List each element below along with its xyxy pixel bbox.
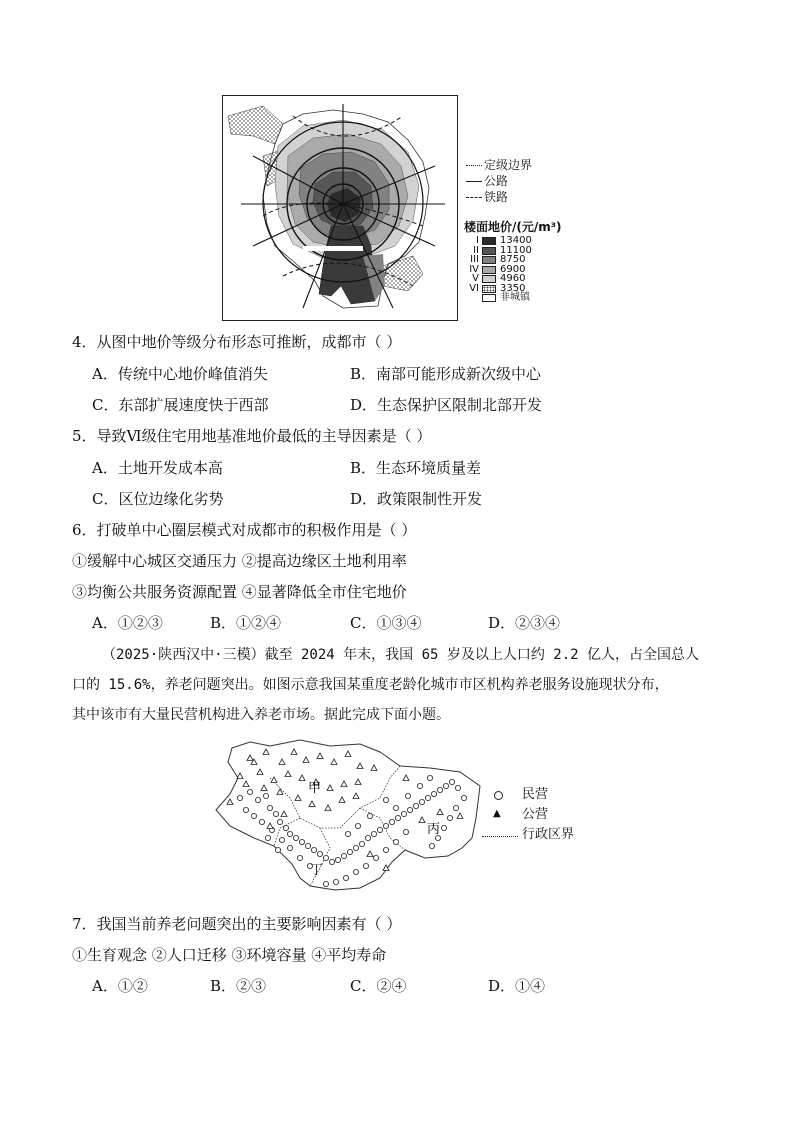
q7-option-b[interactable]: B．②③: [210, 977, 267, 995]
private-facility-marker: [367, 813, 372, 818]
label-jia: 甲: [308, 781, 322, 796]
q7-option-a[interactable]: A．①②: [92, 977, 148, 995]
level-value: 11100: [500, 244, 532, 256]
q5-option-a[interactable]: A．土地开发成本高: [92, 459, 223, 477]
level-roman: VI: [469, 282, 479, 294]
private-facility-marker: [407, 807, 412, 812]
private-facility-marker: [267, 805, 272, 810]
boundary-line-icon: [482, 836, 518, 837]
private-facility-marker: [323, 855, 328, 860]
private-facility-marker: [251, 813, 256, 818]
level-roman: V: [472, 273, 479, 284]
intro-line-3: 其中该市有大量民营机构进入养老市场。据此完成下面小题。: [72, 707, 450, 723]
private-facility-marker: [405, 793, 410, 798]
private-facility-marker: [341, 853, 346, 858]
private-facility-marker: [279, 837, 284, 842]
legend-price-title: 楼面地价/(元/m³): [464, 220, 562, 234]
q6-option-a[interactable]: A．①②③: [92, 614, 163, 632]
private-facility-marker: [461, 795, 466, 800]
private-facility-marker: [283, 825, 288, 830]
legend-public-label: 公营: [522, 807, 549, 822]
level-value: 3350: [500, 282, 526, 294]
level-value: 13400: [500, 235, 532, 246]
elderly-care-map: [210, 738, 490, 898]
private-facility-marker: [431, 791, 436, 796]
q7-option-d[interactable]: D．①④: [488, 977, 546, 995]
private-facility-marker: [419, 799, 424, 804]
level-swatch: [482, 237, 496, 245]
level-roman: II: [473, 244, 479, 256]
private-facility-marker: [353, 869, 358, 874]
private-facility-marker: [373, 855, 378, 860]
q4-option-c[interactable]: C．东部扩展速度快于西部: [92, 396, 269, 414]
private-facility-marker: [329, 859, 334, 864]
chengdu-map-graphic: [223, 96, 456, 319]
south-gap: [303, 246, 363, 251]
private-facility-marker: [393, 839, 398, 844]
q4-option-b[interactable]: B．南部可能形成新次级中心: [350, 365, 542, 383]
private-facility-marker: [371, 831, 376, 836]
private-facility-marker: [365, 835, 370, 840]
private-facility-marker: [255, 797, 260, 802]
q6-option-d[interactable]: D．②③④: [488, 614, 561, 632]
level-roman: I: [476, 235, 479, 246]
private-facility-marker: [323, 881, 328, 886]
q5-option-d[interactable]: D．政策限制性开发: [350, 490, 483, 508]
q7-option-c[interactable]: C．②④: [350, 977, 407, 995]
private-facility-marker: [427, 775, 432, 780]
level-value: 非城镇: [500, 292, 530, 303]
elderly-care-map-graphic: [210, 738, 490, 898]
q5-option-c[interactable]: C．区位边缘化劣势: [92, 490, 224, 508]
private-facility-marker: [275, 847, 280, 852]
q4-option-d[interactable]: D．生态保护区限制北部开发: [350, 396, 543, 414]
private-facility-marker: [383, 823, 388, 828]
private-facility-marker: [335, 857, 340, 862]
level-swatch: [482, 266, 496, 274]
price-level-legend: [466, 236, 546, 306]
level-value: 6900: [500, 263, 526, 275]
private-facility-marker: [401, 811, 406, 816]
q6-statements-2: ③均衡公共服务资源配置 ④显著降低全市住宅地价: [72, 583, 407, 601]
private-facility-marker: [425, 795, 430, 800]
private-facility-marker: [389, 819, 394, 824]
legend-rail-label: 铁路: [484, 190, 509, 204]
q4-option-a[interactable]: A．传统中心地价峰值消失: [92, 365, 268, 383]
private-facility-marker: [237, 795, 242, 800]
q5-stem: 5．导致Ⅵ级住宅用地基准地价最低的主导因素是（ ）: [72, 427, 432, 445]
private-facility-marker: [299, 839, 304, 844]
legend-road-label: 公路: [484, 174, 509, 188]
private-facility-marker: [455, 785, 460, 790]
private-facility-marker: [437, 787, 442, 792]
private-facility-marker: [297, 855, 302, 860]
private-facility-marker: [293, 835, 298, 840]
private-facility-marker: [277, 819, 282, 824]
intro-paragraph: [72, 640, 732, 730]
level-roman: III: [470, 254, 479, 265]
private-facility-marker: [453, 805, 458, 810]
private-facility-marker: [449, 779, 454, 784]
label-ding: 丁: [310, 863, 324, 878]
private-facility-marker: [247, 789, 252, 794]
private-facility-marker: [343, 875, 348, 880]
triangle-icon: ▲: [493, 808, 501, 819]
private-facility-marker: [287, 845, 292, 850]
private-facility-marker: [393, 805, 398, 810]
q5-option-b[interactable]: B．生态环境质量差: [350, 459, 482, 477]
level-value: 4960: [500, 273, 526, 284]
label-bing: 丙: [427, 822, 441, 837]
private-facility-marker: [317, 851, 322, 856]
private-facility-marker: [417, 783, 422, 788]
intro-line-1: （2025·陕西汉中·三模）截至 2024 年末，我国 65 岁及以上人口约 2.2 亿人，占全国总人: [102, 647, 700, 663]
level-swatch: [482, 247, 496, 255]
legend-private-label: 民营: [522, 787, 549, 802]
private-facility-marker: [265, 835, 270, 840]
level-swatch: [482, 275, 496, 283]
private-facility-marker: [287, 831, 292, 836]
private-facility-marker: [429, 843, 434, 848]
zone-vi-nw: [228, 106, 283, 144]
q6-option-b[interactable]: B．①②④: [210, 614, 282, 632]
private-facility-marker: [359, 841, 364, 846]
private-facility-marker: [355, 823, 360, 828]
road-line-icon: [466, 181, 482, 182]
private-facility-marker: [377, 827, 382, 832]
rail-line-icon: [466, 197, 482, 198]
q6-option-c[interactable]: C．①③④: [350, 614, 422, 632]
level-roman: IV: [469, 263, 479, 275]
private-facility-marker: [259, 819, 264, 824]
private-facility-marker: [353, 845, 358, 850]
level-value: 8750: [500, 254, 526, 265]
private-facility-marker: [447, 815, 452, 820]
land-price-map: [222, 95, 458, 321]
legend-boundary-label: 定级边界: [484, 158, 533, 172]
private-facility-marker: [263, 793, 268, 798]
q7-stem: 7．我国当前养老问题突出的主要影响因素有（ ）: [72, 915, 402, 933]
private-facility-marker: [345, 831, 350, 836]
private-facility-marker: [383, 797, 388, 802]
private-facility-marker: [347, 849, 352, 854]
private-facility-marker: [311, 847, 316, 852]
private-facility-marker: [441, 825, 446, 830]
circle-icon: [494, 791, 503, 800]
private-facility-marker: [363, 863, 368, 868]
private-facility-marker: [333, 879, 338, 884]
private-facility-marker: [383, 847, 388, 852]
private-facility-marker: [413, 803, 418, 808]
legend-boundary-label: 行政区界: [522, 827, 575, 842]
level-swatch: [482, 285, 496, 293]
private-facility-marker: [443, 783, 448, 788]
q6-stem: 6．打破单中心圈层模式对成都市的积极作用是（ ）: [72, 521, 417, 539]
q6-statements-1: ①缓解中心城区交通压力 ②提高边缘区土地利用率: [72, 552, 407, 570]
private-facility-marker: [273, 811, 278, 816]
q4-stem: 4．从图中地价等级分布形态可推断，成都市（ ）: [72, 333, 402, 351]
q7-statements: ①生育观念 ②人口迁移 ③环境容量 ④平均寿命: [72, 946, 387, 964]
level-swatch: [482, 256, 496, 264]
private-facility-marker: [305, 843, 310, 848]
private-facility-marker: [395, 815, 400, 820]
intro-line-2: 口的 15.6%，养老问题突出。如图示意我国某重度老龄化城市市区机构养老服务设施现状分布，: [72, 677, 669, 693]
private-facility-marker: [243, 807, 248, 812]
level-swatch: [482, 294, 496, 302]
private-facility-marker: [403, 829, 408, 834]
boundary-line-icon: [466, 165, 482, 166]
